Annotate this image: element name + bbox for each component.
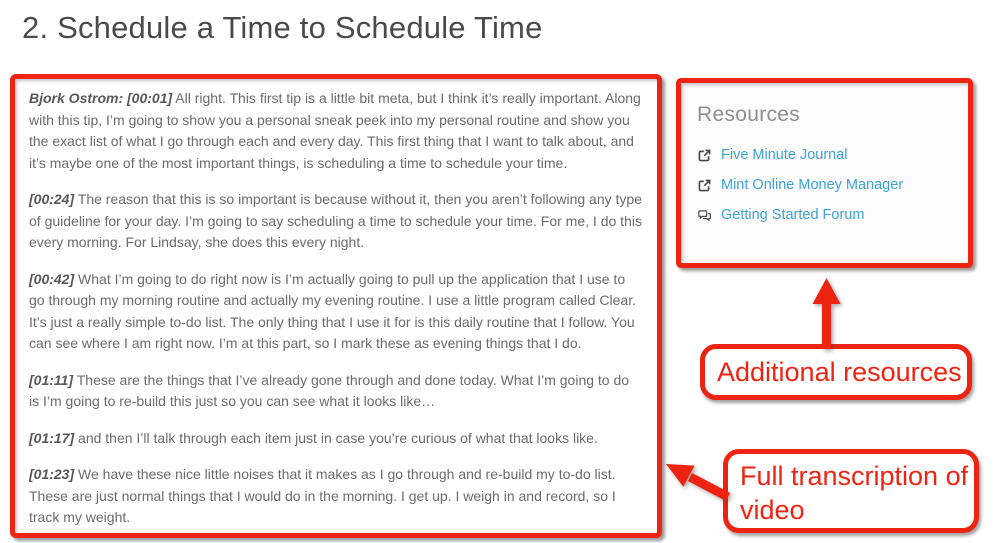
external-link-icon xyxy=(697,148,712,163)
resources-callout xyxy=(700,344,972,400)
resources-widget xyxy=(681,83,968,223)
transcript-paragraph: [00:42] What I’m going to do right now is I’m actually going to pull up the application that I use to go through my morning routine and actually my evening routine. I use a little program called Clear. It’s just a really simple to-do list. The only thing that I use it for is this daily routine that I follow. You can see where I am right now. I’m at this part, so I mark these as evening things that I do. xyxy=(29,270,636,351)
external-link-icon xyxy=(697,178,712,193)
resource-link[interactable]: Getting Started Forum xyxy=(721,207,865,223)
resource-link-item xyxy=(697,147,952,163)
resources-annotation-frame xyxy=(676,78,973,268)
transcript-paragraph: [01:17] and then I’ll talk through each item just in case you’re curious of what that looks like. xyxy=(29,429,598,446)
resource-link[interactable]: Five Minute Journal xyxy=(721,147,848,163)
resources-list xyxy=(697,147,952,223)
transcript-paragraph: [01:11] These are the things that I’ve already gone through and done today. What I’m going to do is I’m going to re-build this just so you can see what it looks like… xyxy=(29,371,630,409)
transcript-paragraph: [00:24] The reason that this is so important is because without it, then you aren’t following any type of guideline for your day. I’m going to say scheduling a time to schedule your time. For me, I do this every morning. For Lindsay, she does this every night. xyxy=(29,191,642,250)
transcript-paragraph: Bjork Ostrom: [00:01] All right. This first tip is a little bit meta, but I think it’s really important. Along with this tip, I’m going to show you a personal sneak peek into my personal routine and show you the exact list of what I go through each and every day. This first thing that I want to talk about, and it’s maybe one of the most important things, is scheduling a time to schedule your time. xyxy=(29,90,641,171)
resource-link-item xyxy=(697,207,952,223)
resource-link-item xyxy=(697,177,952,193)
transcript xyxy=(15,79,657,538)
transcript-callout-label: Full transcription of video xyxy=(740,461,969,525)
resource-link[interactable]: Mint Online Money Manager xyxy=(721,177,904,193)
transcript-annotation-frame xyxy=(10,74,662,538)
comments-icon xyxy=(697,208,712,223)
arrow-left-icon xyxy=(666,464,728,497)
transcript-callout xyxy=(723,449,979,533)
resources-heading: Resources xyxy=(697,103,801,126)
transcript-paragraph: [01:23] We have these nice little noises that it makes as I go through and re-build my to-do list. These are just normal things that I would do in the morning. I get up. I weigh in and record, so I track my weight. xyxy=(29,466,616,525)
resources-callout-label: Additional resources xyxy=(717,356,962,387)
page-title: 2. Schedule a Time to Schedule Time xyxy=(22,10,543,45)
arrow-up-icon xyxy=(813,278,841,349)
